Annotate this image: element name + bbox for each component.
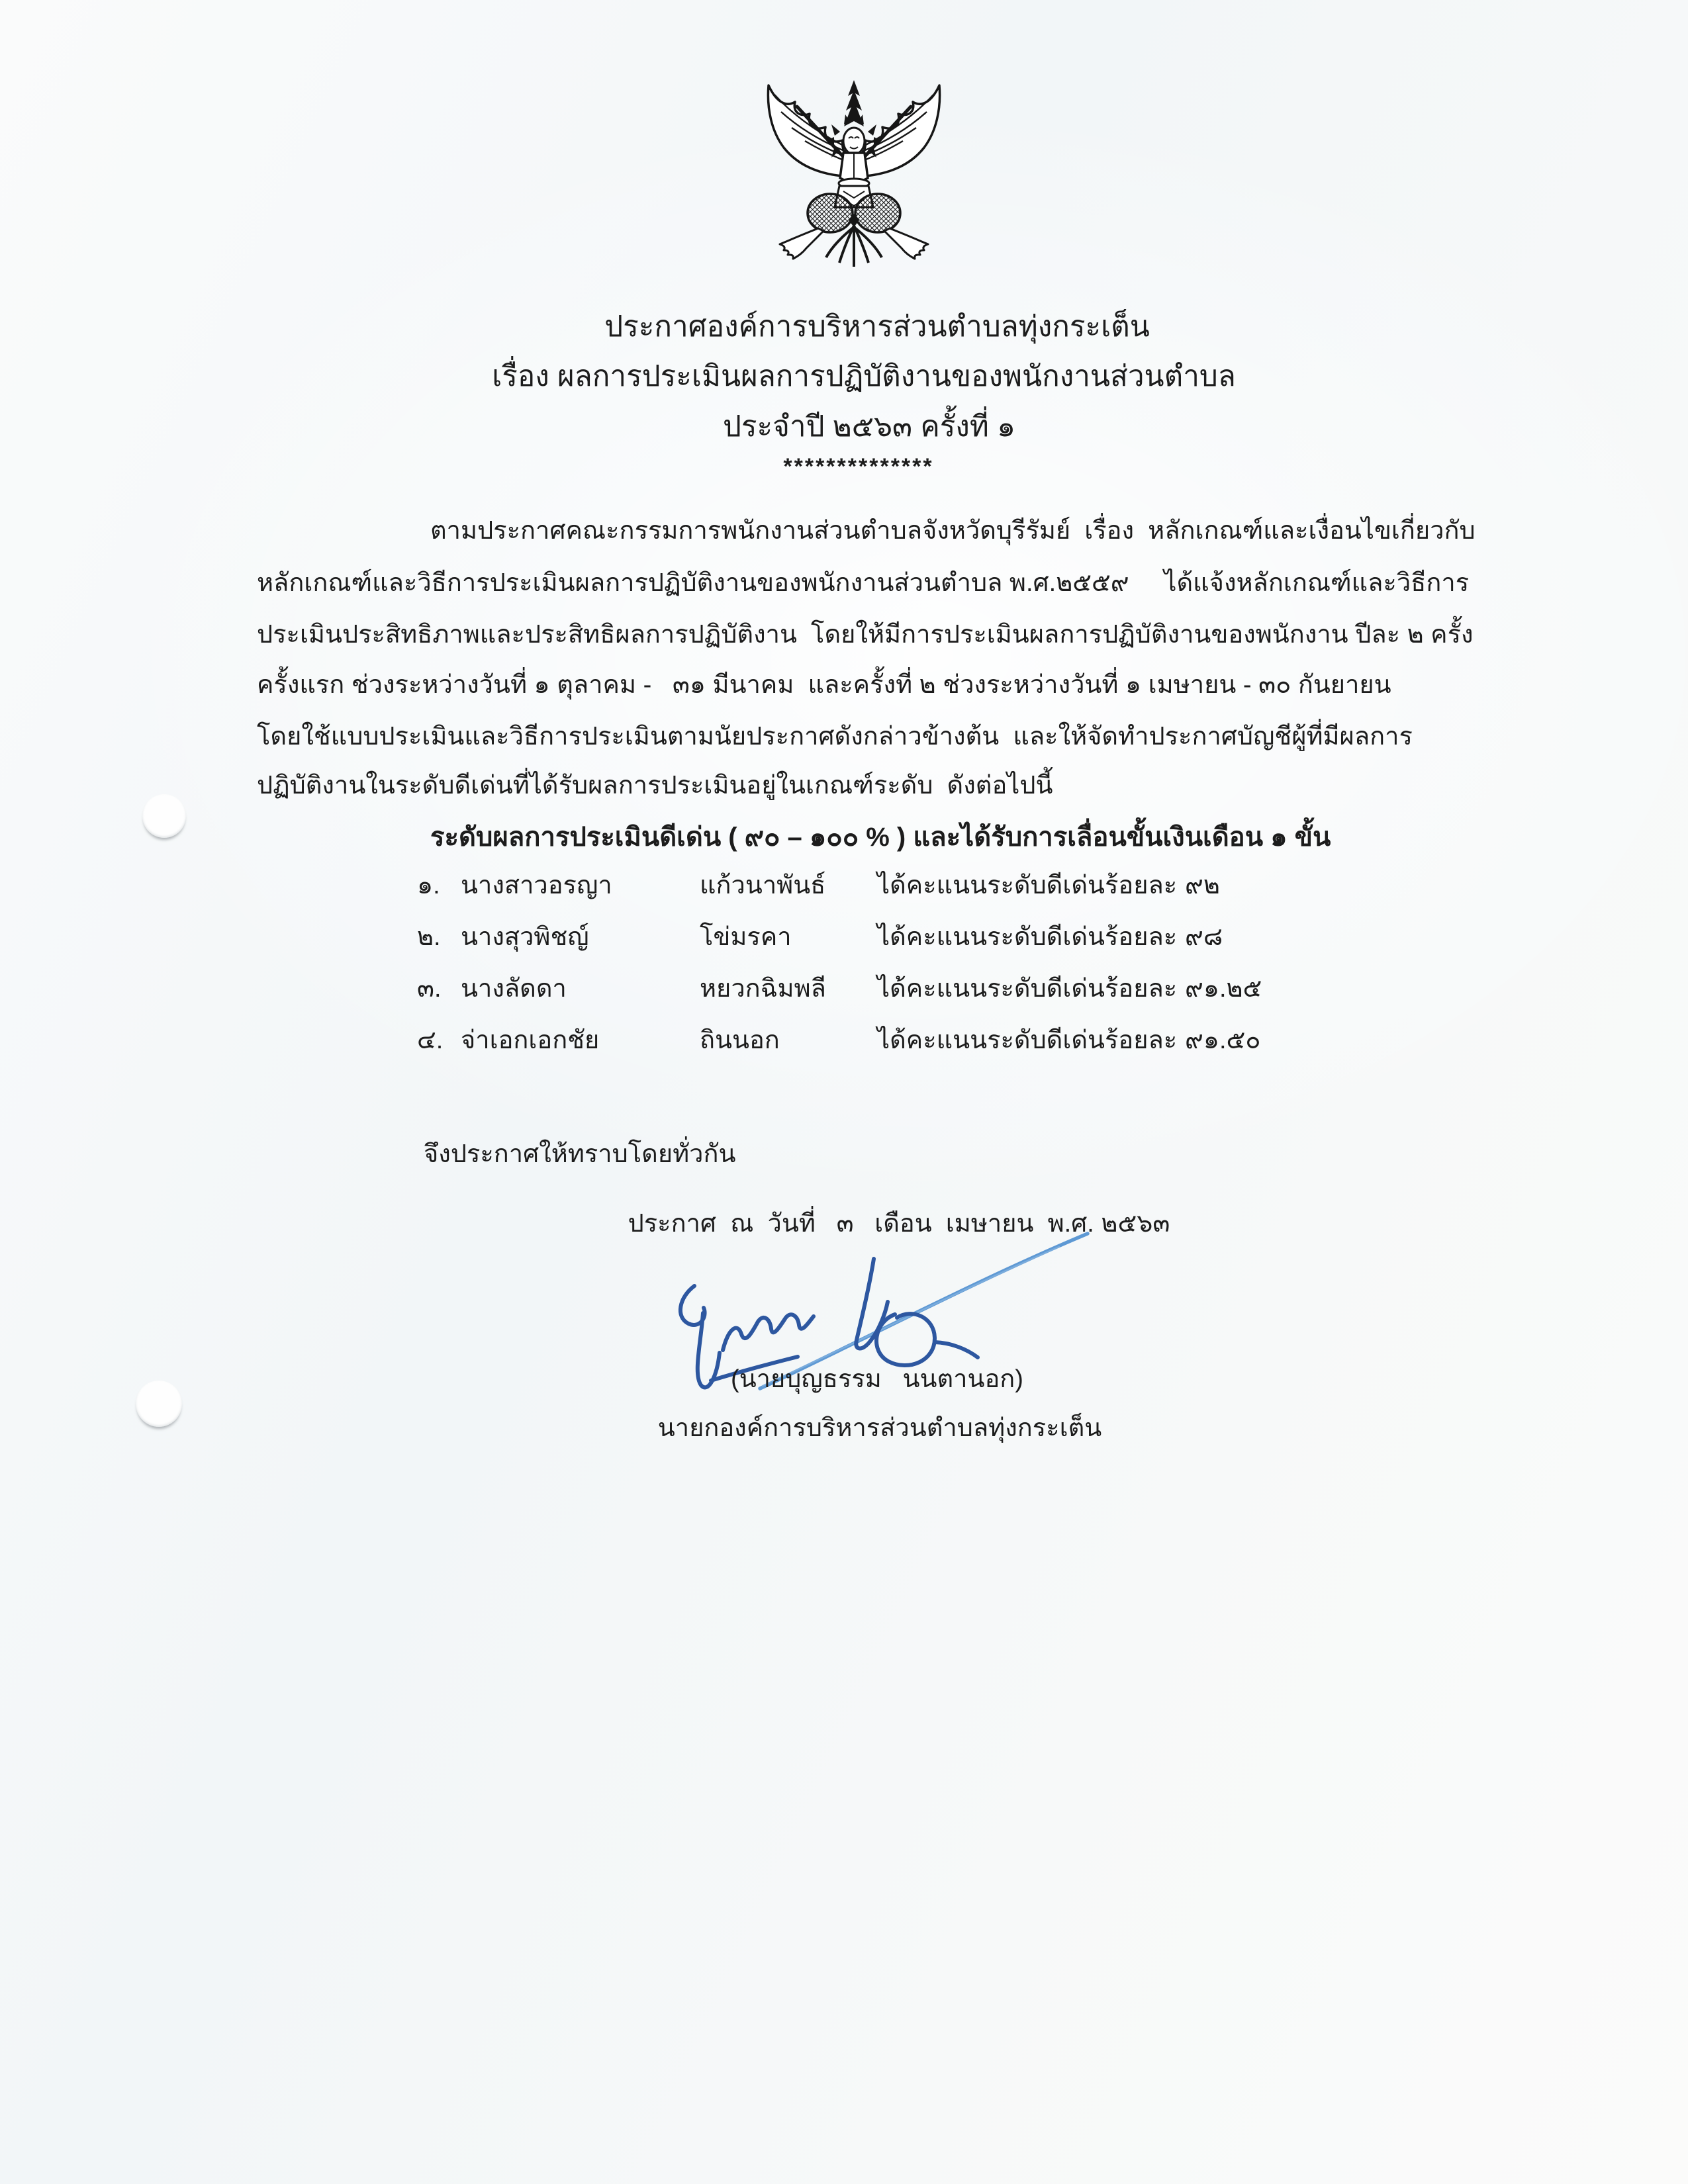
hole-punch-mark <box>142 794 186 838</box>
recipient-surname: โข่มรคา <box>700 923 792 951</box>
recipient-surname: ถินนอก <box>700 1026 780 1054</box>
recipient-surname: แก้วนาพันธ์ <box>700 872 826 899</box>
recipient-score-value: ๙๑.๕๐ <box>1185 1026 1261 1054</box>
recipient-given-name: นางสุวพิชญ์ <box>461 923 589 951</box>
recipient-given-name: นางลัดดา <box>461 975 567 1003</box>
body-line-4: ครั้งแรก ช่วงระหว่างวันที่ ๑ ตุลาคม - ๓๑ มีนาคม และครั้งที่ ๒ ช่วงระหว่างวันที่ ๑ เมษายน - ๓๐ กันยายน <box>257 671 1391 699</box>
announcement-title-line3: ประจำปี ๒๕๖๓ ครั้งที่ ๑ <box>722 410 1016 443</box>
recipient-number: ๒. <box>417 923 441 951</box>
body-line-5: โดยใช้แบบประเมินและวิธีการประเมินตามนัยประกาศดังกล่าวข้างต้น และให้จัดทำประกาศบัญชีผู้ที่มีผลการ <box>257 723 1413 751</box>
recipient-score-value: ๙๑.๒๕ <box>1185 975 1262 1003</box>
section-heading: ระดับผลการประเมินดีเด่น ( ๙๐ – ๑๐๐ % ) และได้รับการเลื่อนขั้นเงินเดือน ๑ ขั้น <box>430 823 1331 852</box>
recipient-number: ๑. <box>417 872 440 899</box>
body-line-6: ปฏิบัติงานในระดับดีเด่นที่ได้รับผลการประเมินอยู่ในเกณฑ์ระดับ ดังต่อไปนี้ <box>257 772 1053 799</box>
recipient-surname: หยวกฉิมพลี <box>700 975 826 1003</box>
signer-title: นายกองค์การบริหารส่วนตำบลทุ่งกระเต็น <box>657 1414 1102 1442</box>
body-line-1: ตามประกาศคณะกรรมการพนักงานส่วนตำบลจังหวัดบุรีรัมย์ เรื่อง หลักเกณฑ์และเงื่อนไขเกี่ยวกับ <box>430 517 1476 545</box>
hole-punch-mark <box>136 1381 182 1427</box>
closing-sentence: จึงประกาศให้ทราบโดยทั่วกัน <box>424 1140 736 1168</box>
recipient-given-name: จ่าเอกเอกชัย <box>461 1026 600 1054</box>
asterisk-separator: ************** <box>783 454 934 479</box>
recipient-number: ๔. <box>417 1026 444 1054</box>
recipient-score-label: ได้คะแนนระดับดีเด่นร้อยละ <box>877 872 1178 899</box>
garuda-emblem-icon <box>755 77 953 270</box>
recipient-number: ๓. <box>417 975 442 1003</box>
body-line-2: หลักเกณฑ์และวิธีการประเมินผลการปฏิบัติงานของพนักงานส่วนตำบล พ.ศ.๒๕๕๙ ได้แจ้งหลักเกณฑ์และวิธีการ <box>257 569 1470 597</box>
announcement-title-line2: เรื่อง ผลการประเมินผลการปฏิบัติงานของพนักงานส่วนตำบล <box>492 360 1236 392</box>
signer-name: (นายบุญธรรม นนตานอก) <box>731 1365 1023 1393</box>
recipient-given-name: นางสาวอรญา <box>461 872 612 899</box>
recipient-score-value: ๙๘ <box>1185 923 1223 951</box>
recipient-score-label: ได้คะแนนระดับดีเด่นร้อยละ <box>877 975 1178 1003</box>
announcement-title-line1: ประกาศองค์การบริหารส่วนตำบลทุ่งกระเต็น <box>604 310 1150 343</box>
recipient-score-label: ได้คะแนนระดับดีเด่นร้อยละ <box>877 923 1178 951</box>
announcement-date-line: ประกาศ ณ วันที่ ๓ เดือน เมษายน พ.ศ. ๒๕๖๓ <box>628 1210 1170 1238</box>
recipient-score-label: ได้คะแนนระดับดีเด่นร้อยละ <box>877 1026 1178 1054</box>
recipient-score-value: ๙๒ <box>1185 872 1220 899</box>
body-line-3: ประเมินประสิทธิภาพและประสิทธิผลการปฏิบัติงาน โดยให้มีการประเมินผลการปฏิบัติงานของพนักงาน ปีละ ๒ ครั้ง <box>257 621 1474 649</box>
